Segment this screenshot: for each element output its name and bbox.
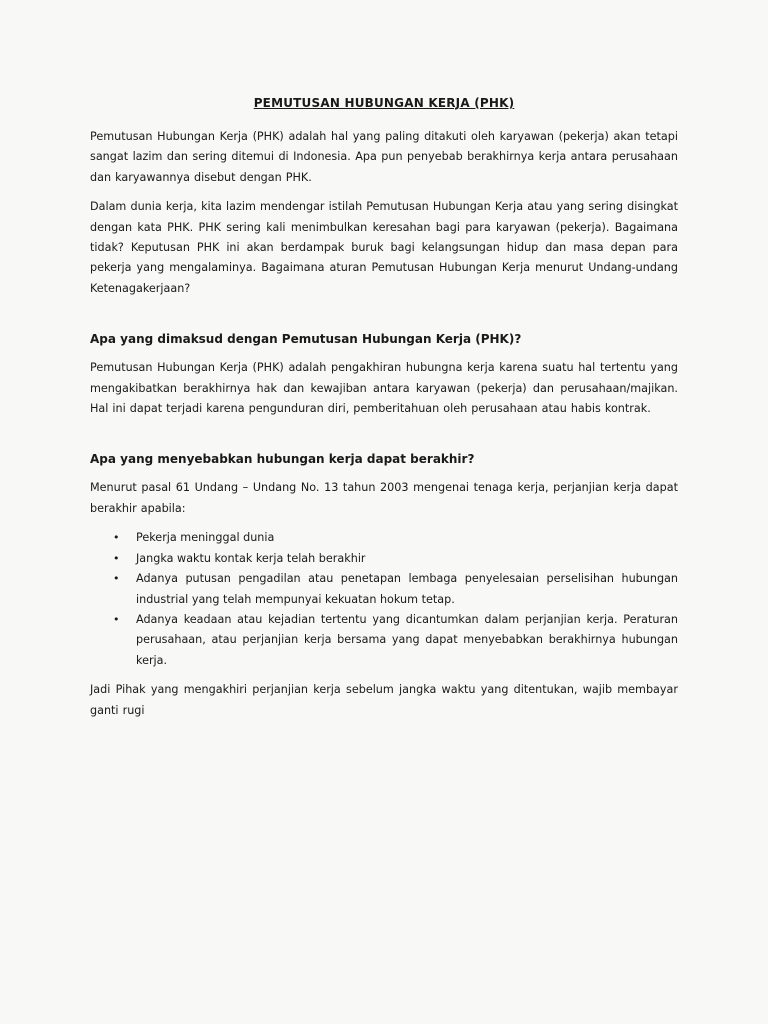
bullet-icon: • bbox=[113, 531, 120, 545]
section-2-heading: Apa yang menyebabkan hubungan kerja dapat berakhir? bbox=[90, 452, 475, 467]
bullet-icon: • bbox=[113, 551, 120, 565]
list-item bbox=[90, 528, 678, 548]
termination-reasons-list bbox=[90, 528, 678, 671]
document-title: PEMUTUSAN HUBUNGAN KERJA (PHK) bbox=[253, 96, 515, 110]
list-item-text: Pekerja meninggal dunia bbox=[136, 531, 275, 545]
list-item bbox=[90, 569, 678, 610]
list-item bbox=[90, 549, 678, 569]
list-item-text: Adanya putusan pengadilan atau penetapan lembaga penyelesaian perselisihan hubungan industrial yang telah mempunyai kekuatan hokum tetap. bbox=[136, 572, 678, 606]
list-item-text: Jangka waktu kontak kerja telah berakhir bbox=[136, 551, 366, 565]
bullet-icon: • bbox=[113, 572, 120, 586]
section-1-heading: Apa yang dimaksud dengan Pemutusan Hubungan Kerja (PHK)? bbox=[90, 332, 522, 347]
intro-paragraph-1: Pemutusan Hubungan Kerja (PHK) adalah hal yang paling ditakuti oleh karyawan (pekerja) akan tetapi sangat lazim dan sering ditemui di Indonesia. Apa pun penyebab berakhirnya kerja antara perusahaan dan karyawannya disebut dengan PHK. bbox=[90, 130, 678, 184]
section-2-paragraph: Menurut pasal 61 Undang – Undang No. 13 tahun 2003 mengenai tenaga kerja, perjanjian kerja dapat berakhir apabila: bbox=[90, 481, 678, 515]
section-1-paragraph: Pemutusan Hubungan Kerja (PHK) adalah pengakhiran hubungna kerja karena suatu hal tertentu yang mengakibatkan berakhirnya hak dan kewajiban antara karyawan (pekerja) dan perusahaan/majikan. Hal ini dapat terjadi karena pengunduran diri, pemberitahuan oleh perusahaan atau habis kontrak. bbox=[90, 361, 678, 416]
intro-paragraph-2: Dalam dunia kerja, kita lazim mendengar istilah Pemutusan Hubungan Kerja atau yang sering disingkat dengan kata PHK. PHK sering kali menimbulkan keresahan bagi para karyawan (pekerja). Bagaimana tidak? Keputusan PHK ini akan berdampak buruk bagi kelangsungan hidup dan masa depan para pekerja yang mengalaminya. Bagaimana aturan Pemutusan Hubungan Kerja menurut Undang-undang Ketenagakerjaan? bbox=[90, 200, 678, 295]
bullet-icon: • bbox=[113, 612, 120, 626]
list-item-text: Adanya keadaan atau kejadian tertentu yang dicantumkan dalam perjanjian kerja. Peraturan perusahaan, atau perjanjian kerja bersama yang dapat menyebabkan berakhirnya hubungan kerja. bbox=[136, 612, 678, 667]
closing-paragraph: Jadi Pihak yang mengakhiri perjanjian kerja sebelum jangka waktu yang ditentukan, wajib membayar ganti rugi bbox=[90, 683, 678, 717]
list-item bbox=[90, 610, 678, 671]
